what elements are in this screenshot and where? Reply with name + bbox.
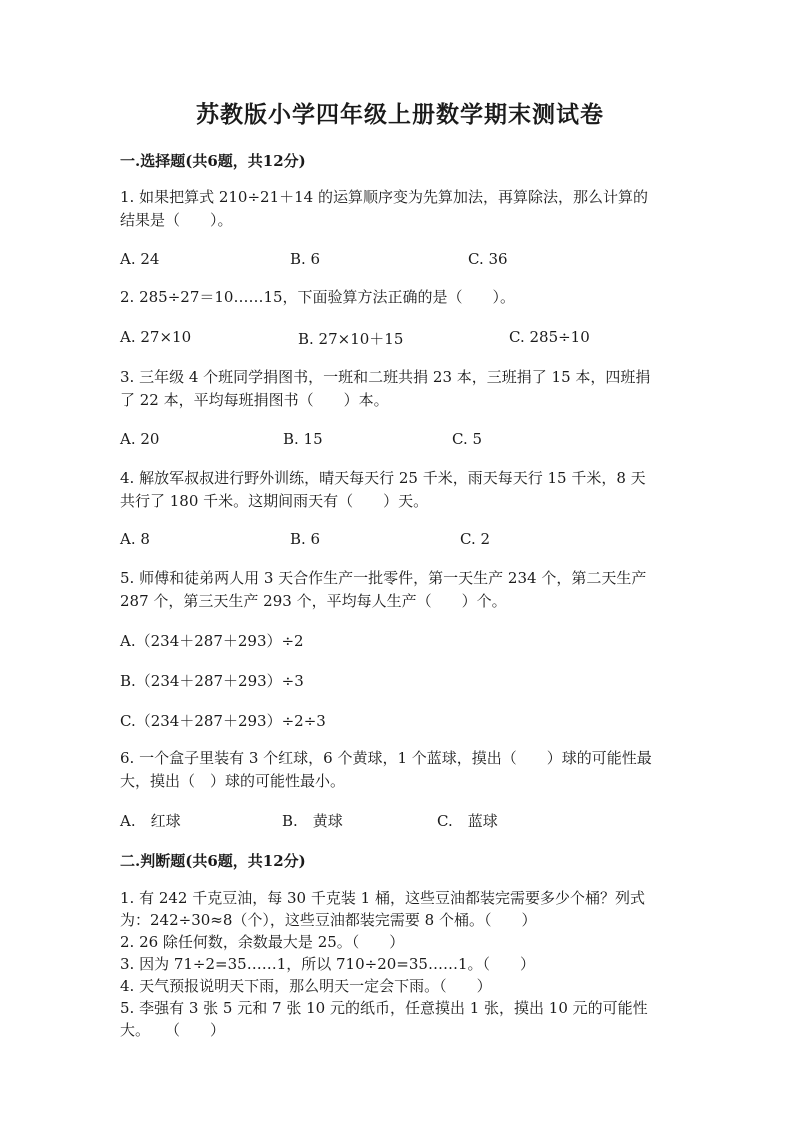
question-4-option-b: B. 6 xyxy=(290,530,321,548)
question-6-line-1: 6. 一个盒子里装有 3 个红球，6 个黄球，1 个蓝球，摸出（ ）球的可能性最 xyxy=(120,749,652,767)
question-6-option-a: A. 红球 xyxy=(120,812,181,830)
question-1-option-c: C. 36 xyxy=(468,250,508,268)
judgement-line-5: 4. 天气预报说明天下雨，那么明天一定会下雨。（ ） xyxy=(120,977,492,995)
question-5-option-c: C.（234＋287＋293）÷2÷3 xyxy=(120,712,326,730)
section-heading-choice: 一.选择题(共6题，共12分) xyxy=(120,152,306,170)
judgement-line-1: 1. 有 242 千克豆油，每 30 千克装 1 桶，这些豆油都装完需要多少个桶？列式 xyxy=(120,889,645,907)
question-6-option-c: C. 蓝球 xyxy=(437,812,498,830)
question-4-option-c: C. 2 xyxy=(460,530,491,548)
question-4-line-1: 4. 解放军叔叔进行野外训练，晴天每天行 25 千米，雨天每天行 15 千米，8 天 xyxy=(120,469,646,487)
question-1-line-1: 1. 如果把算式 210÷21＋14 的运算顺序变为先算加法，再算除法，那么计算的 xyxy=(120,188,648,206)
question-5-option-a: A.（234＋287＋293）÷2 xyxy=(120,632,304,650)
question-4-line-2: 共行了 180 千米。这期间雨天有（ ）天。 xyxy=(120,492,429,510)
question-6-option-b: B. 黄球 xyxy=(282,812,343,830)
question-2-option-b: B. 27×10＋15 xyxy=(298,330,404,348)
question-1-option-b: B. 6 xyxy=(290,250,321,268)
question-5-line-1: 5. 师傅和徒弟两人用 3 天合作生产一批零件，第一天生产 234 个，第二天生产 xyxy=(120,569,647,587)
question-2-option-a: A. 27×10 xyxy=(120,328,192,346)
judgement-line-4: 3. 因为 71÷2=35……1，所以 710÷20=35……1。（ ） xyxy=(120,955,535,973)
judgement-line-7: 大。 （ ） xyxy=(120,1021,226,1039)
judgement-line-2: 为：242÷30≈8（个），这些豆油都装完需要 8 个桶。（ ） xyxy=(120,911,537,929)
judgement-line-3: 2. 26 除任何数，余数最大是 25。（ ） xyxy=(120,933,405,951)
question-5-line-2: 287 个，第三天生产 293 个，平均每人生产（ ）个。 xyxy=(120,592,507,610)
question-3-line-2: 了 22 本，平均每班捐图书（ ）本。 xyxy=(120,391,389,409)
question-2-option-c: C. 285÷10 xyxy=(509,328,590,346)
question-3-option-c: C. 5 xyxy=(452,430,483,448)
question-2-line-1: 2. 285÷27＝10……15，下面验算方法正确的是（ ）。 xyxy=(120,288,516,306)
section-heading-judgement: 二.判断题(共6题，共12分) xyxy=(120,852,306,870)
judgement-line-6: 5. 李强有 3 张 5 元和 7 张 10 元的纸币，任意摸出 1 张，摸出 10 元的可能性 xyxy=(120,999,648,1017)
question-3-option-a: A. 20 xyxy=(120,430,160,448)
question-3-line-1: 3. 三年级 4 个班同学捐图书，一班和二班共捐 23 本，三班捐了 15 本，四班捐 xyxy=(120,368,651,386)
question-5-option-b: B.（234＋287＋293）÷3 xyxy=(120,672,304,690)
page-title: 苏教版小学四年级上册数学期末测试卷 xyxy=(196,101,604,128)
question-3-option-b: B. 15 xyxy=(283,430,323,448)
question-1-option-a: A. 24 xyxy=(120,250,160,268)
question-4-option-a: A. 8 xyxy=(120,530,150,548)
question-1-line-2: 结果是（ ）。 xyxy=(120,211,233,229)
question-6-line-2: 大，摸出（ ）球的可能性最小。 xyxy=(120,772,346,790)
